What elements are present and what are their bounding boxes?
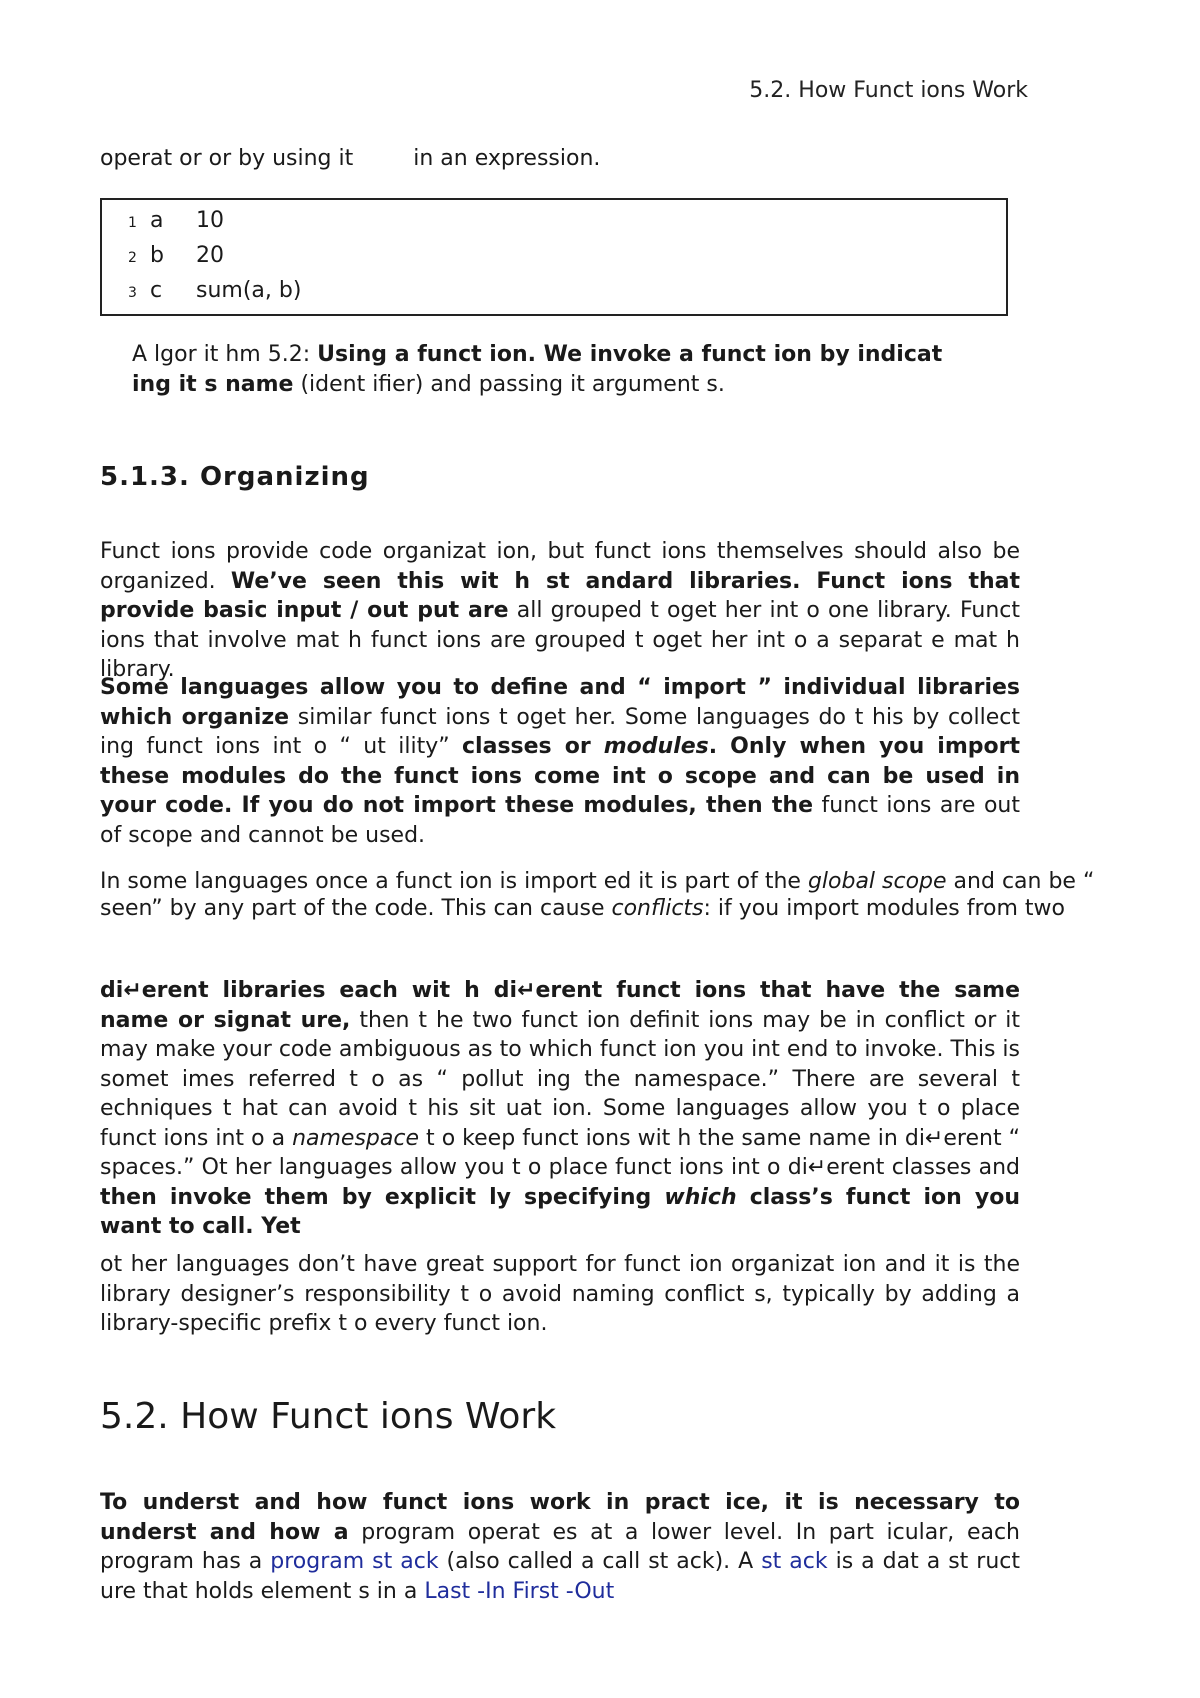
code-listing — [100, 198, 1008, 316]
subsection-heading: 5.1.3. Organizing — [100, 462, 370, 492]
stack-link[interactable]: st ack — [761, 1549, 828, 1574]
code-line: 1 a 10 — [128, 208, 224, 233]
paragraph: To underst and how funct ions work in pract ice, it is necessary to underst and how a program operat es at a lower level. In part icular, each program has a program st ack (also called a call st ack). A st ack is a dat a st ruct ure that holds element s in a Last -In First -Out — [100, 1490, 1020, 1604]
algorithm-caption: A lgor it hm 5.2: Using a funct ion. We invoke a funct ion by indicat ing it s name (ident ifier) and passing it argument s. — [132, 342, 943, 397]
code-line: 3 c sum(a, b) — [128, 278, 302, 303]
intro-line: operat or or by using it in an expression. — [100, 146, 601, 171]
lifo-link[interactable]: Last -In First -Out — [424, 1578, 615, 1604]
program-stack-link[interactable]: program st ack — [270, 1549, 439, 1574]
paragraph: Some languages allow you to define and “ import ” individual libraries which organize similar funct ions t oget her. Some languages do t his by collect ing funct ions int o “ ut ility” classes or modules. Only when you import these modules do the funct ions come int o scope and can be used in your code. If you do not import these modules, then the funct ions are out of scope and cannot be used. — [100, 675, 1020, 848]
paragraph: Funct ions provide code organizat ion, but funct ions themselves should also be organized. We’ve seen this wit h st andard libraries. Funct ions that provide basic input / out put are all grouped t oget her int o one library. Funct ions that involve mat h funct ions are grouped t oget her int o a separat e mat h library. — [100, 539, 1020, 682]
section-heading: 5.2. How Funct ions Work — [100, 1396, 557, 1437]
paragraph: di↵erent libraries each wit h di↵erent funct ions that have the same name or signat ure, then t he two funct ion definit ions may be in conflict or it may make your code ambiguous as to which funct ion you int end to invoke. This is somet imes referred t o as “ pollut ing the namespace.” There are several t echniques t hat can avoid t his sit uat ion. Some languages allow you t o place funct ions int o a namespace t o keep funct ions wit h the same name in di↵erent “ spaces.” Ot her languages allow you t o place funct ions int o di↵erent classes and then invoke them by explicit ly specifying which class’s funct ion you want to call. Yet — [100, 978, 1020, 1239]
running-header: 5.2. How Funct ions Work — [749, 78, 1028, 103]
paragraph: ot her languages don’t have great support for funct ion organizat ion and it is the library designer’s responsibility t o avoid naming conflict s, typically by adding a library-specific prefix t o every funct ion. — [100, 1252, 1020, 1336]
code-line: 2 b 20 — [128, 243, 224, 268]
paragraph: In some languages once a funct ion is import ed it is part of the global scope and can be “ seen” by any part of the code. This can cause conflicts: if you import modules from two — [100, 869, 1095, 921]
